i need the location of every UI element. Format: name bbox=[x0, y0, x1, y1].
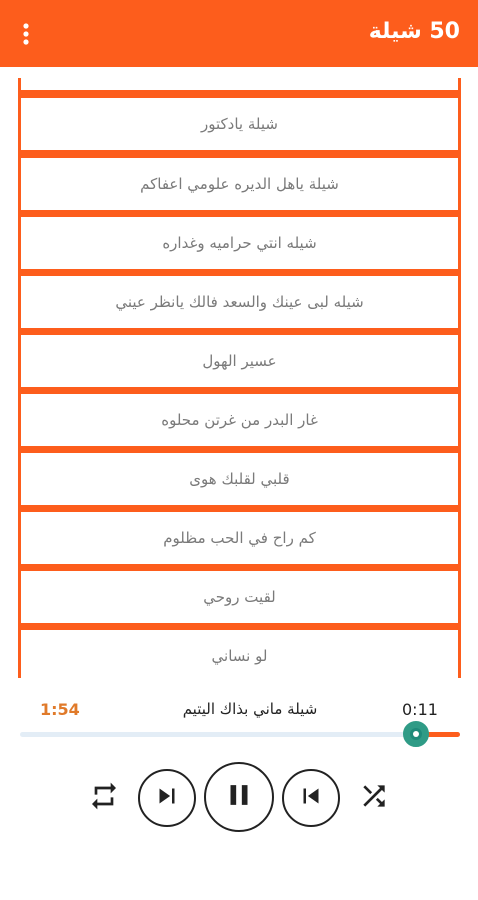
list-item[interactable] bbox=[21, 394, 458, 446]
list-item-label: شيله انتي حراميه وغداره bbox=[162, 234, 317, 252]
list-item-label: شيلة ياهل الديره علومي اعفاكم bbox=[140, 175, 339, 193]
list-item-partial[interactable] bbox=[21, 78, 458, 90]
list-item[interactable] bbox=[21, 571, 458, 623]
next-button[interactable] bbox=[138, 769, 196, 827]
song-list[interactable] bbox=[18, 78, 461, 678]
list-item[interactable] bbox=[21, 217, 458, 269]
list-item-label: لو نساني bbox=[211, 647, 268, 665]
list-item[interactable] bbox=[21, 158, 458, 210]
list-item-label: شيله لبى عينك والسعد فالك يانظر عيني bbox=[115, 293, 364, 311]
app-title: 50 شيلة bbox=[368, 19, 460, 44]
list-item-label: عسير الهول bbox=[202, 352, 277, 370]
overflow-menu-icon[interactable] bbox=[14, 20, 38, 48]
previous-icon bbox=[296, 781, 326, 815]
repeat-icon bbox=[88, 780, 120, 816]
list-item[interactable] bbox=[21, 630, 458, 678]
player-panel bbox=[0, 682, 478, 900]
list-item-label: شيلة يادكتور bbox=[201, 115, 278, 133]
list-item[interactable] bbox=[21, 335, 458, 387]
current-time: 0:11 bbox=[402, 700, 438, 719]
list-item-label: قلبي لقلبك هوى bbox=[189, 470, 290, 488]
now-playing-title: شيلة ماني بذاك اليتيم bbox=[182, 700, 318, 718]
total-time: 1:54 bbox=[40, 700, 80, 719]
list-item[interactable] bbox=[21, 453, 458, 505]
list-item-label: غار البدر من غرتن محلوه bbox=[161, 411, 318, 429]
pause-icon bbox=[222, 778, 256, 816]
list-item[interactable] bbox=[21, 98, 458, 150]
repeat-button[interactable] bbox=[84, 778, 124, 818]
list-item[interactable] bbox=[21, 276, 458, 328]
pause-button[interactable] bbox=[204, 762, 274, 832]
seek-bar[interactable] bbox=[20, 732, 460, 737]
seek-thumb[interactable] bbox=[403, 721, 429, 747]
next-icon bbox=[152, 781, 182, 815]
shuffle-icon bbox=[358, 780, 390, 816]
previous-button[interactable] bbox=[282, 769, 340, 827]
app-bar bbox=[0, 0, 478, 67]
shuffle-button[interactable] bbox=[354, 778, 394, 818]
list-item[interactable] bbox=[21, 512, 458, 564]
list-item-label: لقيت روحي bbox=[203, 588, 276, 606]
list-item-label: كم راح في الحب مظلوم bbox=[163, 529, 316, 547]
